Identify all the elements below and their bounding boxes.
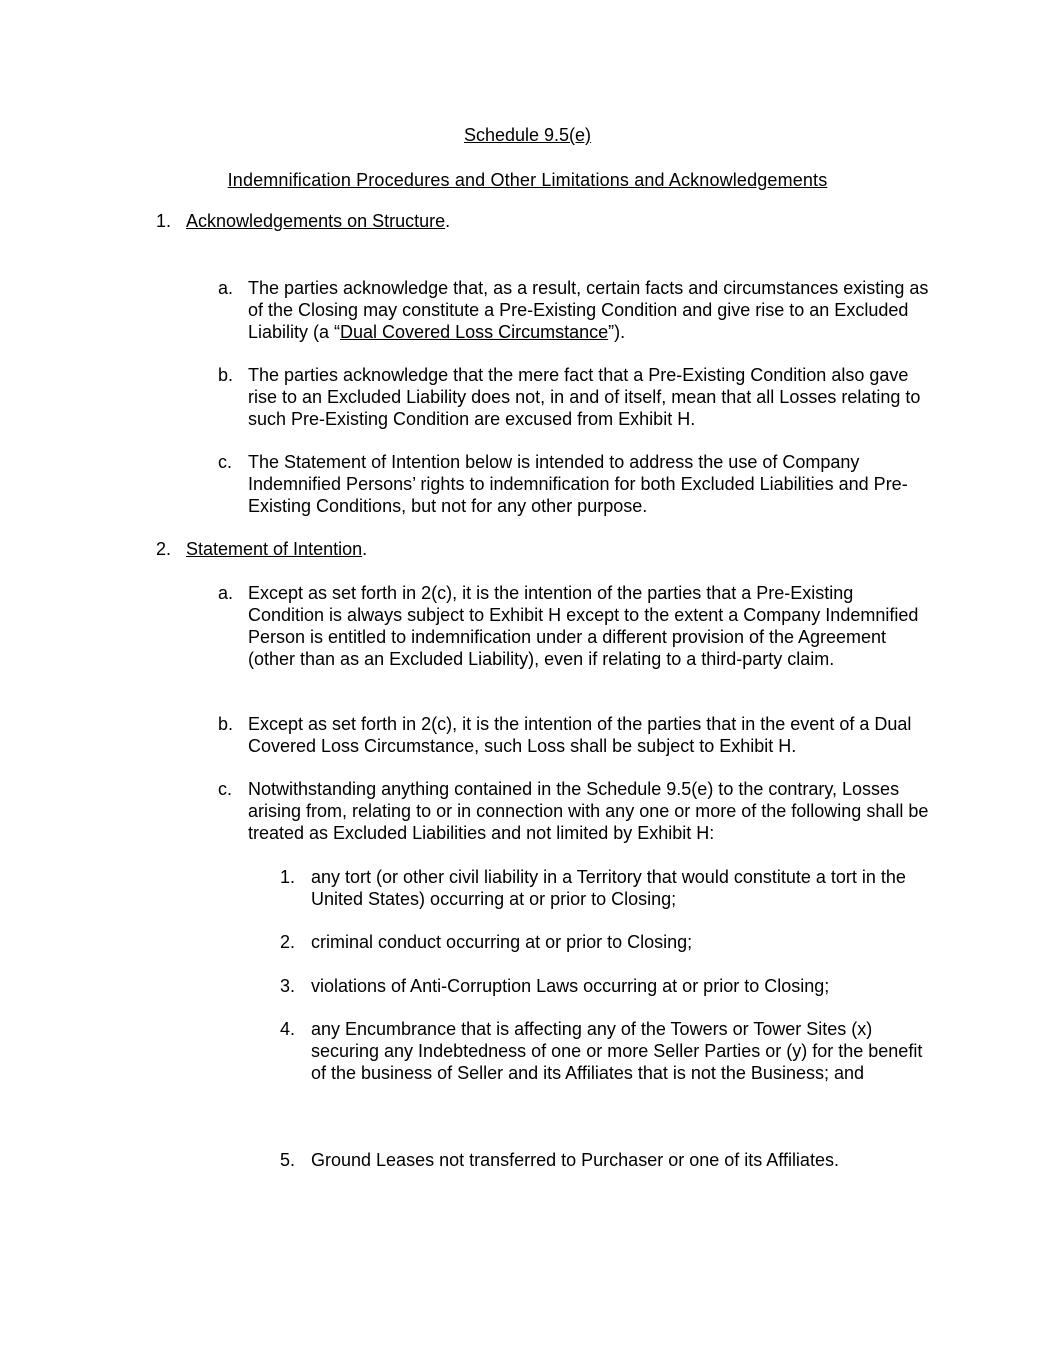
item-letter: a. (218, 278, 234, 298)
section-2-item-b (218, 713, 934, 757)
subitem-number: 4. (280, 1019, 296, 1039)
item-letter: c. (218, 452, 233, 472)
subitem-number: 1. (280, 867, 296, 887)
subitem-text: any Encumbrance that is affecting any of the Towers or Tower Sites (x) securing any Indebtedness of one or more Seller Parties or (y) for the benefit of the business of Seller and its Affiliates that is not the Business; and (311, 1019, 923, 1083)
subitem-text: violations of Anti-Corruption Laws occurring at or prior to Closing; (311, 976, 830, 996)
item-letter: a. (218, 583, 234, 603)
subitem-text: criminal conduct occurring at or prior to Closing; (311, 932, 693, 952)
item-text-after: ”). (608, 322, 626, 342)
subitem-text: any tort (or other civil liability in a Territory that would constitute a tort in the United States) occurring at or prior to Closing; (311, 867, 906, 909)
section-1-heading (156, 210, 450, 232)
item-text (248, 277, 934, 343)
section-1-item-c (218, 451, 934, 517)
section-title: Statement of Intention (186, 539, 363, 559)
item-text: The Statement of Intention below is intended to address the use of Company Indemnified Persons’ rights to indemnification for both Excluded Liabilities and Pre-Existing Conditions, but not for any other purpose. (248, 452, 908, 516)
schedule-title: Schedule 9.5(e) (463, 125, 592, 145)
item-letter: c. (218, 779, 233, 799)
item-text: Notwithstanding anything contained in the Schedule 9.5(e) to the contrary, Losses arising from, relating to or in connection with any one or more of the following shall be treated as Excluded Liabilities and not limited by Exhibit H: (248, 779, 929, 843)
item-letter: b. (218, 365, 234, 385)
subitem-2 (280, 931, 934, 953)
section-1-item-b (218, 364, 934, 430)
item-text-before: The parties acknowledge that, as a result, certain facts and circumstances existing as of the Closing may constitute a Pre-Existing Condition and give rise to an Excluded Liability (a “ (248, 278, 929, 342)
item-letter: b. (218, 714, 234, 734)
section-number: 2. (156, 539, 172, 559)
section-2-item-c (218, 778, 934, 844)
section-number: 1. (156, 211, 172, 231)
subitem-number: 5. (280, 1150, 296, 1170)
main-heading: Indemnification Procedures and Other Limitations and Acknowledgements (227, 170, 828, 190)
section-title-suffix: . (445, 211, 451, 231)
subitem-5 (280, 1149, 934, 1171)
section-1-item-a (218, 277, 934, 343)
item-text: Except as set forth in 2(c), it is the intention of the parties that a Pre-Existing Condition is always subject to Exhibit H except to the extent a Company Indemnified Person is entitled to indemnification under a different provision of the Agreement (other than as an Excluded Liability), even if relating to a third-party claim. (248, 583, 919, 669)
subitem-number: 3. (280, 976, 296, 996)
item-text: Except as set forth in 2(c), it is the intention of the parties that in the event of a Dual Covered Loss Circumstance, such Loss shall be subject to Exhibit H. (248, 714, 912, 756)
subitem-text: Ground Leases not transferred to Purchaser or one of its Affiliates. (311, 1150, 839, 1170)
item-text: The parties acknowledge that the mere fact that a Pre-Existing Condition also gave rise to an Excluded Liability does not, in and of itself, mean that all Losses relating to such Pre-Existing Condition are excused from Exhibit H. (248, 365, 921, 429)
subitem-4 (280, 1018, 934, 1084)
subitem-3 (280, 975, 934, 997)
section-title: Acknowledgements on Structure (186, 211, 446, 231)
subitem-1 (280, 866, 934, 910)
subitem-number: 2. (280, 932, 296, 952)
section-2-item-a (218, 582, 934, 670)
section-title-suffix: . (362, 539, 368, 559)
defined-term: Dual Covered Loss Circumstance (340, 322, 609, 342)
section-2-heading (156, 538, 367, 560)
